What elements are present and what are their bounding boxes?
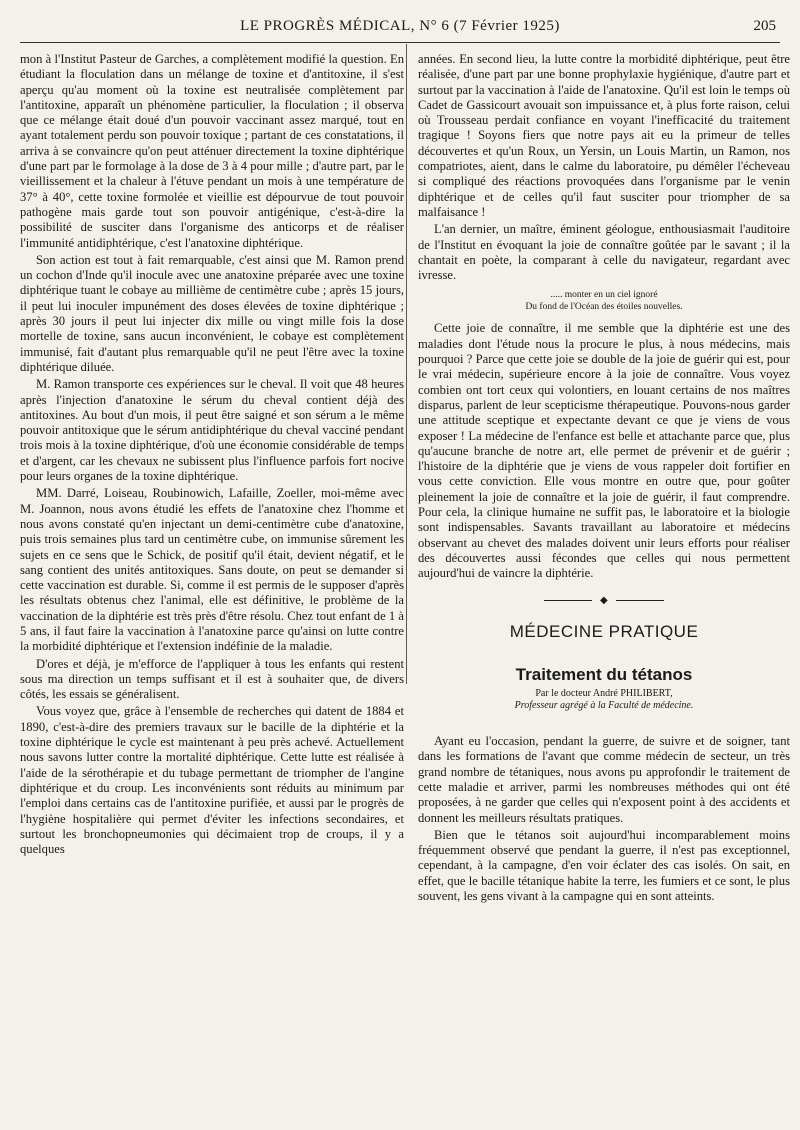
section-ornament [544, 596, 664, 606]
paragraph: D'ores et déjà, je m'efforce de l'appliquer à tous les enfants qui restent sous ma direction un temps suffisant et il est à souhaiter que, de divers côtés, les essais se généralisent. [20, 656, 404, 702]
paragraph: mon à l'Institut Pasteur de Garches, a complètement modifié la question. En étudiant la floculation dans un mélange de toxine et d'antitoxine, il s'est aperçu qu'au moment où la toxine est neutralisée complètement par l'antitoxine, apparaît un phénomène particulier, la floculation ; il observa que ce mélange était doué d'un pouvoir vaccinant assez marqué, tout en ayant totalement perdu son pouvoir toxique ; partant de ces constatations, il arriva à se convaincre qu'on peut atténuer directement la toxine diphtérique d'une part par le formolage à la dose de 3 à 4 pour mille ; d'autre part, par le vieillissement et la chaleur à l'étuve pendant un mois à une température de 37° à 40°, cette toxine formolée et vieillie est dépourvue de tout pouvoir pathogène mais garde tout son pouvoir antigénique, c'est-à-dire la possibilité de susciter dans l'organisme des anticorps et de réaliser l'immunité antidiphtérique, c'est l'anatoxine diphtérique. [20, 52, 404, 250]
journal-title: LE PROGRÈS MÉDICAL, N° 6 (7 Février 1925) [240, 18, 560, 34]
paragraph: L'an dernier, un maître, éminent géologue, enthousiasmait l'auditoire de l'Institut en évoquant la joie de connaître goûtée par le savant ; il la chantait en poète, la comparant à celle du navigateur, regardant avec ivresse. [418, 222, 790, 283]
paragraph: Bien que le tétanos soit aujourd'hui incomparablement moins fréquemment observé que pendant la guerre, il n'est pas exceptionnel, cependant, à la campagne, d'en voir éclater des cas isolés. On sait, en effet, que le bacille tétanique habite la terre, les fumiers et ce sont, le plus souvent, les gens vivant à la campagne qui en sont atteints. [418, 827, 790, 904]
quote-line: Du fond de l'Océan des étoiles nouvelles. [525, 302, 683, 313]
paragraph: Ayant eu l'occasion, pendant la guerre, de suivre et de soigner, tant dans les formations de l'avant que comme médecin de secteur, un très grand nombre de tétaniques, nous avons pu approfondir le traitement de cette maladie et arriver, parmi les nombreuses méthodes qui ont été proposées, à ne garder que celles qui n'exposent point à des accidents et donnent les meilleurs résultats pratiques. [418, 734, 790, 825]
author-title: Professeur agrégé à la Faculté de médecine. [514, 700, 694, 712]
paragraph: Cette joie de connaître, il me semble que la diphtérie est une des maladies dont l'étude nous la procure le plus, à nous médecins, mais pourquoi ? Parce que cette joie se double de la joie de guérir qui est, pour le vrai médecin, supérieure encore à la joie de connaître. Vous voyez combien ont tort ceux qui volontiers, en louant certains de nos maîtres disparus, parlent de leur scepticisme thérapeutique. Pouvons-nous garder une attitude sceptique et expectante devant ce que je viens de vous exposer ! La médecine de l'enfance est belle et attachante parce que, plus qu'aucune branche de notre art, elle permet de prévenir et de guérir ; l'histoire de la diphtérie que je viens de vous rappeler doit fortifier en vous cette conviction. Elle vous montre en outre que, pour goûter pleinement la joie de connaître et la joie de guérir, il faut comprendre. Pour cela, la clinique humaine ne suffit pas, le laboratoire et la biologie sont indispensables. Savants travaillant au laboratoire et médecins observant au chevet des malades doivent unir leurs efforts pour réaliser des découvertes aussi fécondes que celles qui nous permettent aujourd'hui de vaincre la diphtérie. [418, 321, 790, 581]
paragraph: MM. Darré, Loiseau, Roubinowich, Lafaille, Zoeller, moi-même avec M. Joannon, nous avons étudié les effets de l'anatoxine chez l'homme et nous avons constaté qu'en injectant un demi-centimètre cube d'anatoxine, puis trois semaines plus tard un centimètre cube, on immunise sûrement les sujets en ce sens que le Schick, de positif qu'il était, devient négatif, et le sang contient des unités antitoxiques. Sans doute, on peut se demander si cette vaccination est durable. Si, comme il est permis de le supposer d'après les résultats obtenus chez l'animal, elle est définitive, le problème de la vaccination de la diphtérie est très près d'être résolu. Chez tout enfant de 1 à 5 ans, il faut faire la vaccination à l'anatoxine parce qu'ainsi on lutte contre la morbidité diphtérique et l'extension indéfinie de la maladie. [20, 486, 404, 654]
running-header [20, 14, 780, 43]
article-byline: Par le docteur André PHILIBERT, [535, 688, 673, 700]
right-column [418, 52, 790, 906]
left-column [20, 52, 404, 859]
verse-quote [418, 289, 790, 313]
diamond-ornament-icon: ◆ [600, 594, 608, 606]
paragraph: années. En second lieu, la lutte contre la morbidité diphtérique, peut être réalisée, d'une part par une bonne prophylaxie hygiénique, d'autre part et surtout par la vaccination à l'aide de l'anatoxine. Qu'il est loin le temps où Cadet de Gassicourt avouait son impuissance et, à plus forte raison, celui où Trousseau perdait confiance en voyant l'inefficacité du traitement tragique ! Soyons fiers que notre pays ait eu la primeur de telles découvertes et qu'un Roux, un Yersin, un Louis Martin, un Ramon, nos compatriotes, aient, dans le calme du laboratoire, pu démêler l'écheveau si compliqué des réactions provoquées dans l'organisme par le venin diphtérique et de celles qu'il faut susciter pour triompher de sa malfaisance ! [418, 52, 790, 219]
paragraph: Vous voyez que, grâce à l'ensemble de recherches qui datent de 1884 et 1890, c'est-à-dire des premiers travaux sur le bacille de la diphtérie et la toxine diphtérique le cycle est maintenant à peu près achevé. Actuellement nous savons lutter contre la mortalité diphtérique. Cette lutte est réalisée à l'aide de la sérothérapie et du tubage permettant de triompher de l'angine diphtérique et du croup. Les inconvénients sont réduits au minimum par l'emploi dans certains cas de l'antitoxine purifiée, et aussi par le progrès de l'hygiène hospitalière qui permet d'éviter les infections secondaires, et surtout les bronchopneumonies qui décimaient trop de croups, il y a quelques [20, 704, 404, 857]
paragraph: M. Ramon transporte ces expériences sur le cheval. Il voit que 48 heures après l'injection d'anatoxine le sérum du cheval contient déjà des antitoxines. Au bout d'un mois, il peut être saigné et son sérum a le même pouvoir antitoxique que le sérum antidiphtérique du cheval vacciné pendant trois mois à la toxine diphtérique, d'où une économie considérable de temps et d'argent, car les chevaux ne subissent plus l'influence parfois fort nocive pour leurs organes de la toxine diphtérique. [20, 377, 404, 484]
column-divider [406, 44, 407, 684]
page-number: 205 [753, 18, 776, 34]
quote-line: ..... monter en un ciel ignoré [550, 290, 658, 301]
article-title: Traitement du tétanos [515, 664, 693, 684]
paragraph: Son action est tout à fait remarquable, c'est ainsi que M. Ramon prend un cochon d'Inde qu'il inocule avec une anatoxine préparée avec une toxine diphtérique tuant le cobaye au millième de centimètre cube ; après 15 jours, il peut lui inoculer impunément des doses élevées de toxine diphtérique ; après 30 jours il peut lui injecter dix mille ou vingt mille fois la dose mortelle de toxine, sans aucun inconvénient, le cobaye est complètement immunisé, fait d'autant plus remarquable qu'il ne peut l'être avec la toxine diphtérique diluée. [20, 252, 404, 374]
section-heading: MÉDECINE PRATIQUE [509, 621, 699, 641]
